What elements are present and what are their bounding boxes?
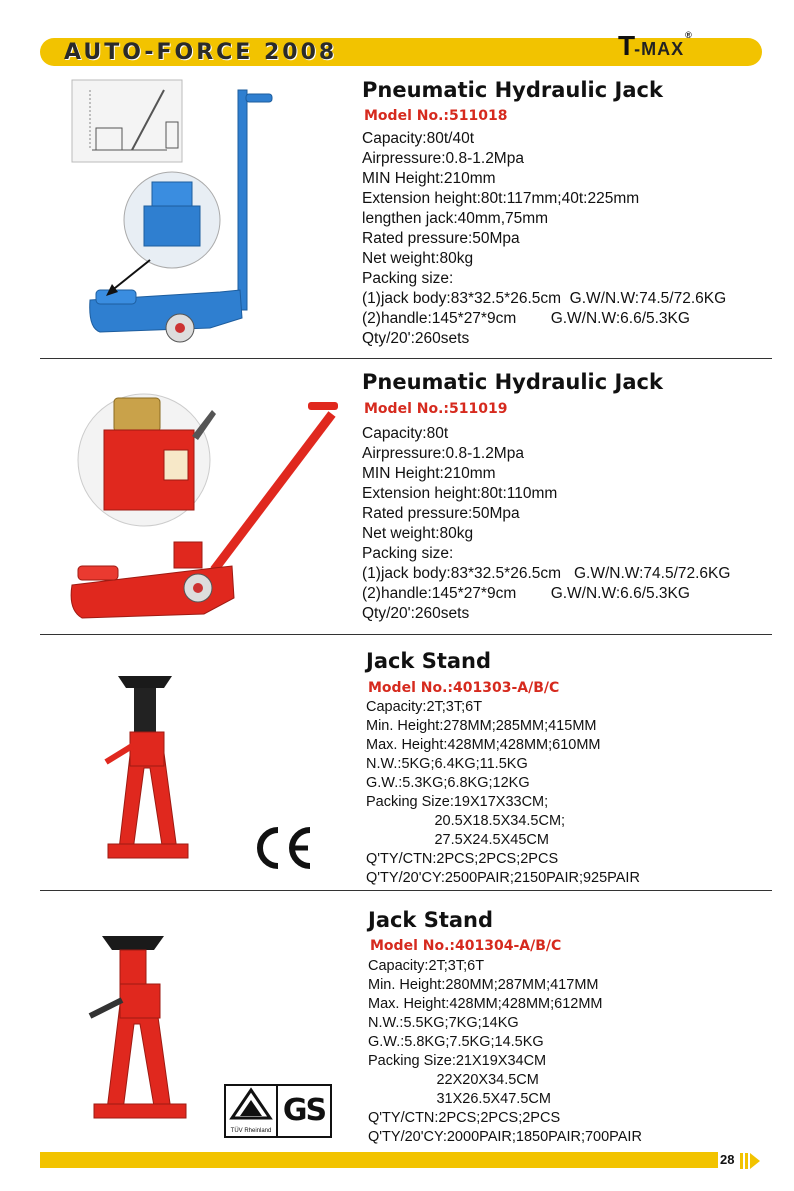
spec-line: (1)jack body:83*32.5*26.5cm G.W/N.W:74.5/72.6KG [362, 565, 731, 582]
catalog-title: AUTO-FORCE 2008 [64, 40, 338, 65]
product-3-title: Jack Stand [366, 649, 492, 673]
tuv-badge [224, 1084, 278, 1138]
spec-line: (2)handle:145*27*9cm G.W/N.W:6.6/5.3KG [362, 310, 690, 327]
product-1-title: Pneumatic Hydraulic Jack [362, 78, 663, 102]
spec-line: MIN Height:210mm [362, 465, 496, 482]
product-4-title: Jack Stand [368, 908, 494, 932]
spec-line: Capacity:80t [362, 425, 449, 442]
spec-line: Q'TY/20'CY:2000PAIR;1850PAIR;700PAIR [368, 1129, 642, 1145]
spec-line: Packing size: [362, 270, 454, 287]
spec-line: Capacity:2T;3T;6T [366, 699, 483, 715]
product-3-image [92, 668, 202, 868]
spec-line: Extension height:80t:117mm;40t:225mm [362, 190, 640, 207]
product-2-image [64, 370, 354, 625]
spec-line: Q'TY/CTN:2PCS;2PCS;2PCS [366, 851, 559, 867]
product-1-specs [362, 129, 726, 349]
product-1-model: Model No.:511018 [364, 108, 508, 124]
spec-line: Packing Size:21X19X34CM [368, 1053, 547, 1069]
gs-mark: GS [282, 1093, 326, 1128]
spec-line: (1)jack body:83*32.5*26.5cm G.W/N.W:74.5/72.6KG [362, 290, 727, 307]
spec-line: Airpressure:0.8-1.2Mpa [362, 445, 524, 462]
spec-line: Rated pressure:50Mpa [362, 505, 520, 522]
spec-line: N.W.:5.5KG;7KG;14KG [368, 1015, 519, 1031]
spec-line: 27.5X24.5X45CM [366, 832, 549, 848]
spec-line: Capacity:2T;3T;6T [368, 958, 485, 974]
spec-line: 22X20X34.5CM [368, 1072, 539, 1088]
product-4-model: Model No.:401304-A/B/C [370, 938, 562, 954]
spec-line: Qty/20':260sets [362, 330, 470, 347]
spec-line: G.W.:5.8KG;7.5KG;14.5KG [368, 1034, 544, 1050]
product-4-image [80, 928, 200, 1128]
spec-line: Capacity:80t/40t [362, 130, 475, 147]
spec-line: MIN Height:210mm [362, 170, 496, 187]
page-number: 28 [720, 1152, 735, 1167]
spec-line: Max. Height:428MM;428MM;610MM [366, 737, 601, 753]
spec-line: Rated pressure:50Mpa [362, 230, 520, 247]
spec-line: Qty/20':260sets [362, 605, 470, 622]
spec-line: Packing Size:19X17X33CM; [366, 794, 549, 810]
spec-line: Net weight:80kg [362, 250, 474, 267]
spec-line: Q'TY/20'CY:2500PAIR;2150PAIR;925PAIR [366, 870, 640, 886]
spec-line: Packing size: [362, 545, 454, 562]
registered-mark: ® [685, 30, 691, 40]
spec-line: Airpressure:0.8-1.2Mpa [362, 150, 524, 167]
spec-line: 20.5X18.5X34.5CM; [366, 813, 566, 829]
ce-mark-icon [254, 826, 316, 870]
product-2-model: Model No.:511019 [364, 401, 508, 417]
product-1-image [60, 78, 350, 350]
brand-name: -MAX [634, 39, 685, 59]
spec-line: (2)handle:145*27*9cm G.W/N.W:6.6/5.3KG [362, 585, 690, 602]
technical-drawing [72, 80, 182, 162]
spec-line: G.W.:5.3KG;6.8KG;12KG [366, 775, 530, 791]
ce-mark-text: CE [254, 826, 256, 827]
spec-line: Min. Height:278MM;285MM;415MM [366, 718, 597, 734]
brand-logo [618, 30, 691, 62]
spec-line: Extension height:80t:110mm [362, 485, 558, 502]
product-3-specs [366, 698, 640, 888]
section-divider [40, 634, 772, 635]
spec-line: 31X26.5X47.5CM [368, 1091, 551, 1107]
brand-mark: T [618, 30, 635, 61]
footer-bar [40, 1152, 720, 1168]
tuv-label: TÜV Rheinland [230, 1128, 272, 1134]
spec-line: Min. Height:280MM;287MM;417MM [368, 977, 599, 993]
product-4-specs [368, 957, 642, 1147]
spec-line: N.W.:5KG;6.4KG;11.5KG [366, 756, 528, 772]
section-divider [40, 890, 772, 891]
spec-line: Q'TY/CTN:2PCS;2PCS;2PCS [368, 1110, 561, 1126]
spec-line: Net weight:80kg [362, 525, 474, 542]
spec-line: lengthen jack:40mm,75mm [362, 210, 549, 227]
section-divider [40, 358, 772, 359]
product-2-specs [362, 424, 730, 624]
gs-badge [276, 1084, 332, 1138]
spec-line: Max. Height:428MM;428MM;612MM [368, 996, 603, 1012]
product-3-model: Model No.:401303-A/B/C [368, 680, 560, 696]
product-2-title: Pneumatic Hydraulic Jack [362, 370, 663, 394]
tuv-triangle-icon [226, 1086, 276, 1122]
